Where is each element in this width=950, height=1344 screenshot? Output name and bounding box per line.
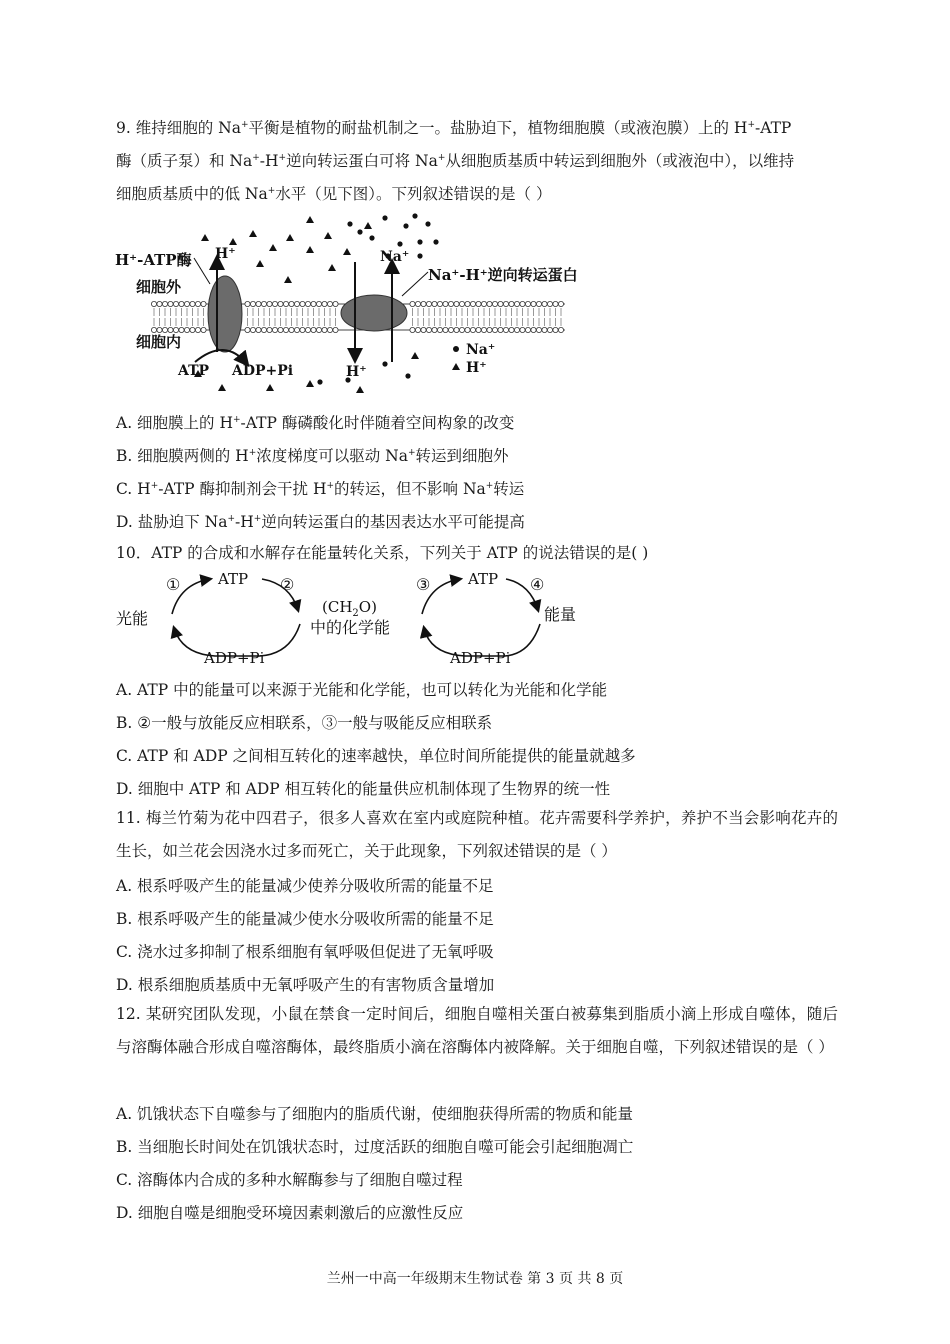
q10-stem: 10．ATP 的合成和水解存在能量转化关系，下列关于 ATP 的说法错误的是( ) [116,544,649,562]
q12-stem: 12. 某研究团队发现，小鼠在禁食一定时间后，细胞自噬相关蛋白被募集到脂质小滴上形成自噬体，随后与溶酶体融合形成自噬溶酶体，最终脂质小滴在溶酶体内被降解。关于细胞自噬，下列叙述错误的是（ ） [116,1005,838,1056]
legend-na-dot [453,346,459,352]
lipid-head [531,327,536,332]
q11-option-b: B. 根系呼吸产生的能量减少使水分吸收所需的能量不足 [116,910,494,928]
lipid-head [305,327,310,332]
lipid-head [437,301,442,306]
lipid-head [426,301,431,306]
lipid-head [278,301,283,306]
lipid-head [542,327,547,332]
lipid-head [151,301,156,306]
lipid-head [162,327,167,332]
q11-option-a: A. 根系呼吸产生的能量减少使养分吸收所需的能量不足 [116,877,494,895]
lipid-head [421,327,426,332]
q10-atp-cycle-diagram [110,566,610,672]
lipid-head [558,301,563,306]
lipid-head [476,301,481,306]
q10-option-d: D. 细胞中 ATP 和 ADP 相互转化的能量供应机制体现了生物界的统一性 [116,780,611,798]
lipid-head [448,301,453,306]
lipid-head [179,301,184,306]
lipid-head [190,301,195,306]
q10-adp-right: ADP+Pi [450,649,511,667]
lipid-head [487,327,492,332]
lipid-head [311,301,316,306]
lipid-head [327,327,332,332]
lipid-head [553,301,558,306]
q11-option-d: D. 根系细胞质基质中无氧呼吸产生的有害物质含量增加 [116,976,495,994]
lipid-head [250,327,255,332]
lipid-head [256,327,261,332]
lipid-head [437,327,442,332]
q10-atp-left: ATP [218,570,249,588]
lipid-head [333,327,338,332]
q12-option-d: D. 细胞自噬是细胞受环境因素刺激后的应激性反应 [116,1204,464,1222]
lipid-head [520,301,525,306]
lipid-head [432,327,437,332]
lipid-head [542,301,547,306]
label-inside: 细胞内 [136,333,182,351]
q10-atp-right: ATP [468,570,499,588]
atp-to-adp-arrow [195,350,247,364]
lipid-head [316,301,321,306]
lipid-head [553,327,558,332]
lipid-head [459,327,464,332]
lipid-head [322,327,327,332]
lipid-head [503,301,508,306]
antiporter-pointer [402,272,428,296]
q9-option-c: C. H+-ATP 酶抑制剂会干扰 H+的转运，但不影响 Na+转运 [116,480,525,498]
lipid-head [525,301,530,306]
antiporter-protein [341,295,407,331]
label-h-bottom: H⁺ [346,364,367,380]
q10-adp-left: ADP+Pi [204,649,265,667]
lipid-head [245,301,250,306]
lipid-head [294,301,299,306]
lipid-head [261,327,266,332]
lipid-head [157,327,162,332]
lipid-head [481,327,486,332]
lipid-head [509,327,514,332]
lipid-head [168,301,173,306]
lipid-head [454,301,459,306]
q11-stem: 11. 梅兰竹菊为花中四君子，很多人喜欢在室内或庭院种植。花卉需要科学养护，养护不当会影响花卉的生长，如兰花会因浇水过多而死亡，关于此现象，下列叙述错误的是（ ） [116,809,838,860]
lipid-head [278,327,283,332]
q10-num-1: ① [166,575,181,594]
q10-num-2: ② [280,575,295,594]
lipid-head [476,327,481,332]
q9-stem-line3: 细胞质基质中的低 Na+水平（见下图）。下列叙述错误的是（ ） [116,185,552,203]
lipid-head [481,301,486,306]
lipid-head [514,327,519,332]
q10-chem: 中的化学能 [310,618,391,637]
q12-option-b: B. 当细胞长时间处在饥饿状态时，过度活跃的细胞自噬可能会引起细胞凋亡 [116,1138,634,1156]
lipid-head [443,301,448,306]
label-atpase: H⁺-ATP酶 [115,251,192,269]
q9-option-d: D. 盐胁迫下 Na+-H+逆向转运蛋白的基因表达水平可能提高 [116,513,525,531]
q10-light: 光能 [116,609,149,628]
lipid-head [525,327,530,332]
lipid-head [305,301,310,306]
lipid-head [300,327,305,332]
lipid-head [327,301,332,306]
lipid-head [459,301,464,306]
lipid-head [179,327,184,332]
lipid-head [498,301,503,306]
lipid-head [316,327,321,332]
lipid-head [333,301,338,306]
lipid-head [465,301,470,306]
q9-stem-line1: 9. 维持细胞的 Na+平衡是植物的耐盐机制之一。盐胁迫下，植物细胞膜（或液泡膜）上的 H+-ATP [116,119,792,137]
label-na-top: Na⁺ [380,249,410,265]
label-antiporter: Na⁺-H⁺逆向转运蛋白 [428,266,578,284]
lipid-head [201,327,206,332]
lipid-head [470,301,475,306]
q10-num-3: ③ [416,575,431,594]
label-adp: ADP+Pi [232,363,294,379]
lipid-head [245,327,250,332]
lipid-head [492,327,497,332]
lipid-head [410,327,415,332]
lipid-head [531,301,536,306]
lipid-head [195,301,200,306]
lipid-head [536,327,541,332]
lipid-head [503,327,508,332]
atpase-pump-protein [208,276,242,352]
q9-option-a: A. 细胞膜上的 H+-ATP 酶磷酸化时伴随着空间构象的改变 [116,414,515,432]
legend-na: Na⁺ [466,342,496,358]
q11-option-c: C. 浇水过多抑制了根系细胞有氧呼吸但促进了无氧呼吸 [116,943,494,961]
lipid-head [536,301,541,306]
q9-stem-line2: 酶（质子泵）和 Na+-H+逆向转运蛋白可将 Na+从细胞质基质中转运到细胞外（或液泡中），以维持 [116,152,795,170]
lipid-head [311,327,316,332]
page-footer: 兰州一中高一年级期末生物试卷 第 3 页 共 8 页 [326,1271,624,1287]
lipid-head [454,327,459,332]
lipid-head [173,301,178,306]
lipid-head [426,327,431,332]
lipid-head [283,301,288,306]
label-h-top: H⁺ [215,246,236,262]
q10-energy: 能量 [544,605,577,624]
lipid-head [509,301,514,306]
lipid-head [289,327,294,332]
lipid-head [465,327,470,332]
lipid-head [520,327,525,332]
lipid-head [322,301,327,306]
lipid-head [190,327,195,332]
lipid-head [415,301,420,306]
q9-membrane-diagram [110,212,600,397]
lipid-head [267,301,272,306]
lipid-head [267,327,272,332]
lipid-head [168,327,173,332]
lipid-head [261,301,266,306]
lipid-head [272,301,277,306]
q10-option-a: A. ATP 中的能量可以来源于光能和化学能，也可以转化为光能和化学能 [116,681,608,699]
lipid-head [448,327,453,332]
lipid-head [432,301,437,306]
lipid-head [294,327,299,332]
q12-option-a: A. 饥饿状态下自噬参与了细胞内的脂质代谢，使细胞获得所需的物质和能量 [116,1105,634,1123]
lipid-head [184,327,189,332]
lipid-head [487,301,492,306]
lipid-head [443,327,448,332]
lipid-head [410,301,415,306]
legend-h-triangle [452,363,460,370]
lipid-head [492,301,497,306]
lipid-head [184,301,189,306]
lipid-head [201,301,206,306]
lipid-head [151,327,156,332]
lipid-head [289,301,294,306]
lipid-head [498,327,503,332]
q10-option-b: B. ②一般与放能反应相联系，③一般与吸能反应相联系 [116,714,493,732]
lipid-head [283,327,288,332]
lipid-head [250,301,255,306]
atpase-pointer [194,258,210,284]
lipid-head [547,301,552,306]
legend-h: H⁺ [466,360,487,376]
q10-option-c: C. ATP 和 ADP 之间相互转化的速率越快，单位时间所能提供的能量就越多 [116,747,636,765]
lipid-head [415,327,420,332]
lipid-head [300,301,305,306]
q9-option-b: B. 细胞膜两侧的 H+浓度梯度可以驱动 Na+转运到细胞外 [116,447,509,465]
lipid-head [272,327,277,332]
lipid-head [256,301,261,306]
lipid-head [157,301,162,306]
label-atp: ATP [178,363,210,379]
lipid-head [195,327,200,332]
lipid-head [173,327,178,332]
q10-ch2o: $(CH_2O)$ [322,598,377,619]
q10-num-4: ④ [530,575,545,594]
lipid-head [547,327,552,332]
q12-option-c: C. 溶酶体内合成的多种水解酶参与了细胞自噬过程 [116,1171,463,1189]
lipid-head [558,327,563,332]
lipid-head [162,301,167,306]
lipid-head [421,301,426,306]
lipid-head [470,327,475,332]
label-outside: 细胞外 [136,278,182,296]
lipid-head [514,301,519,306]
